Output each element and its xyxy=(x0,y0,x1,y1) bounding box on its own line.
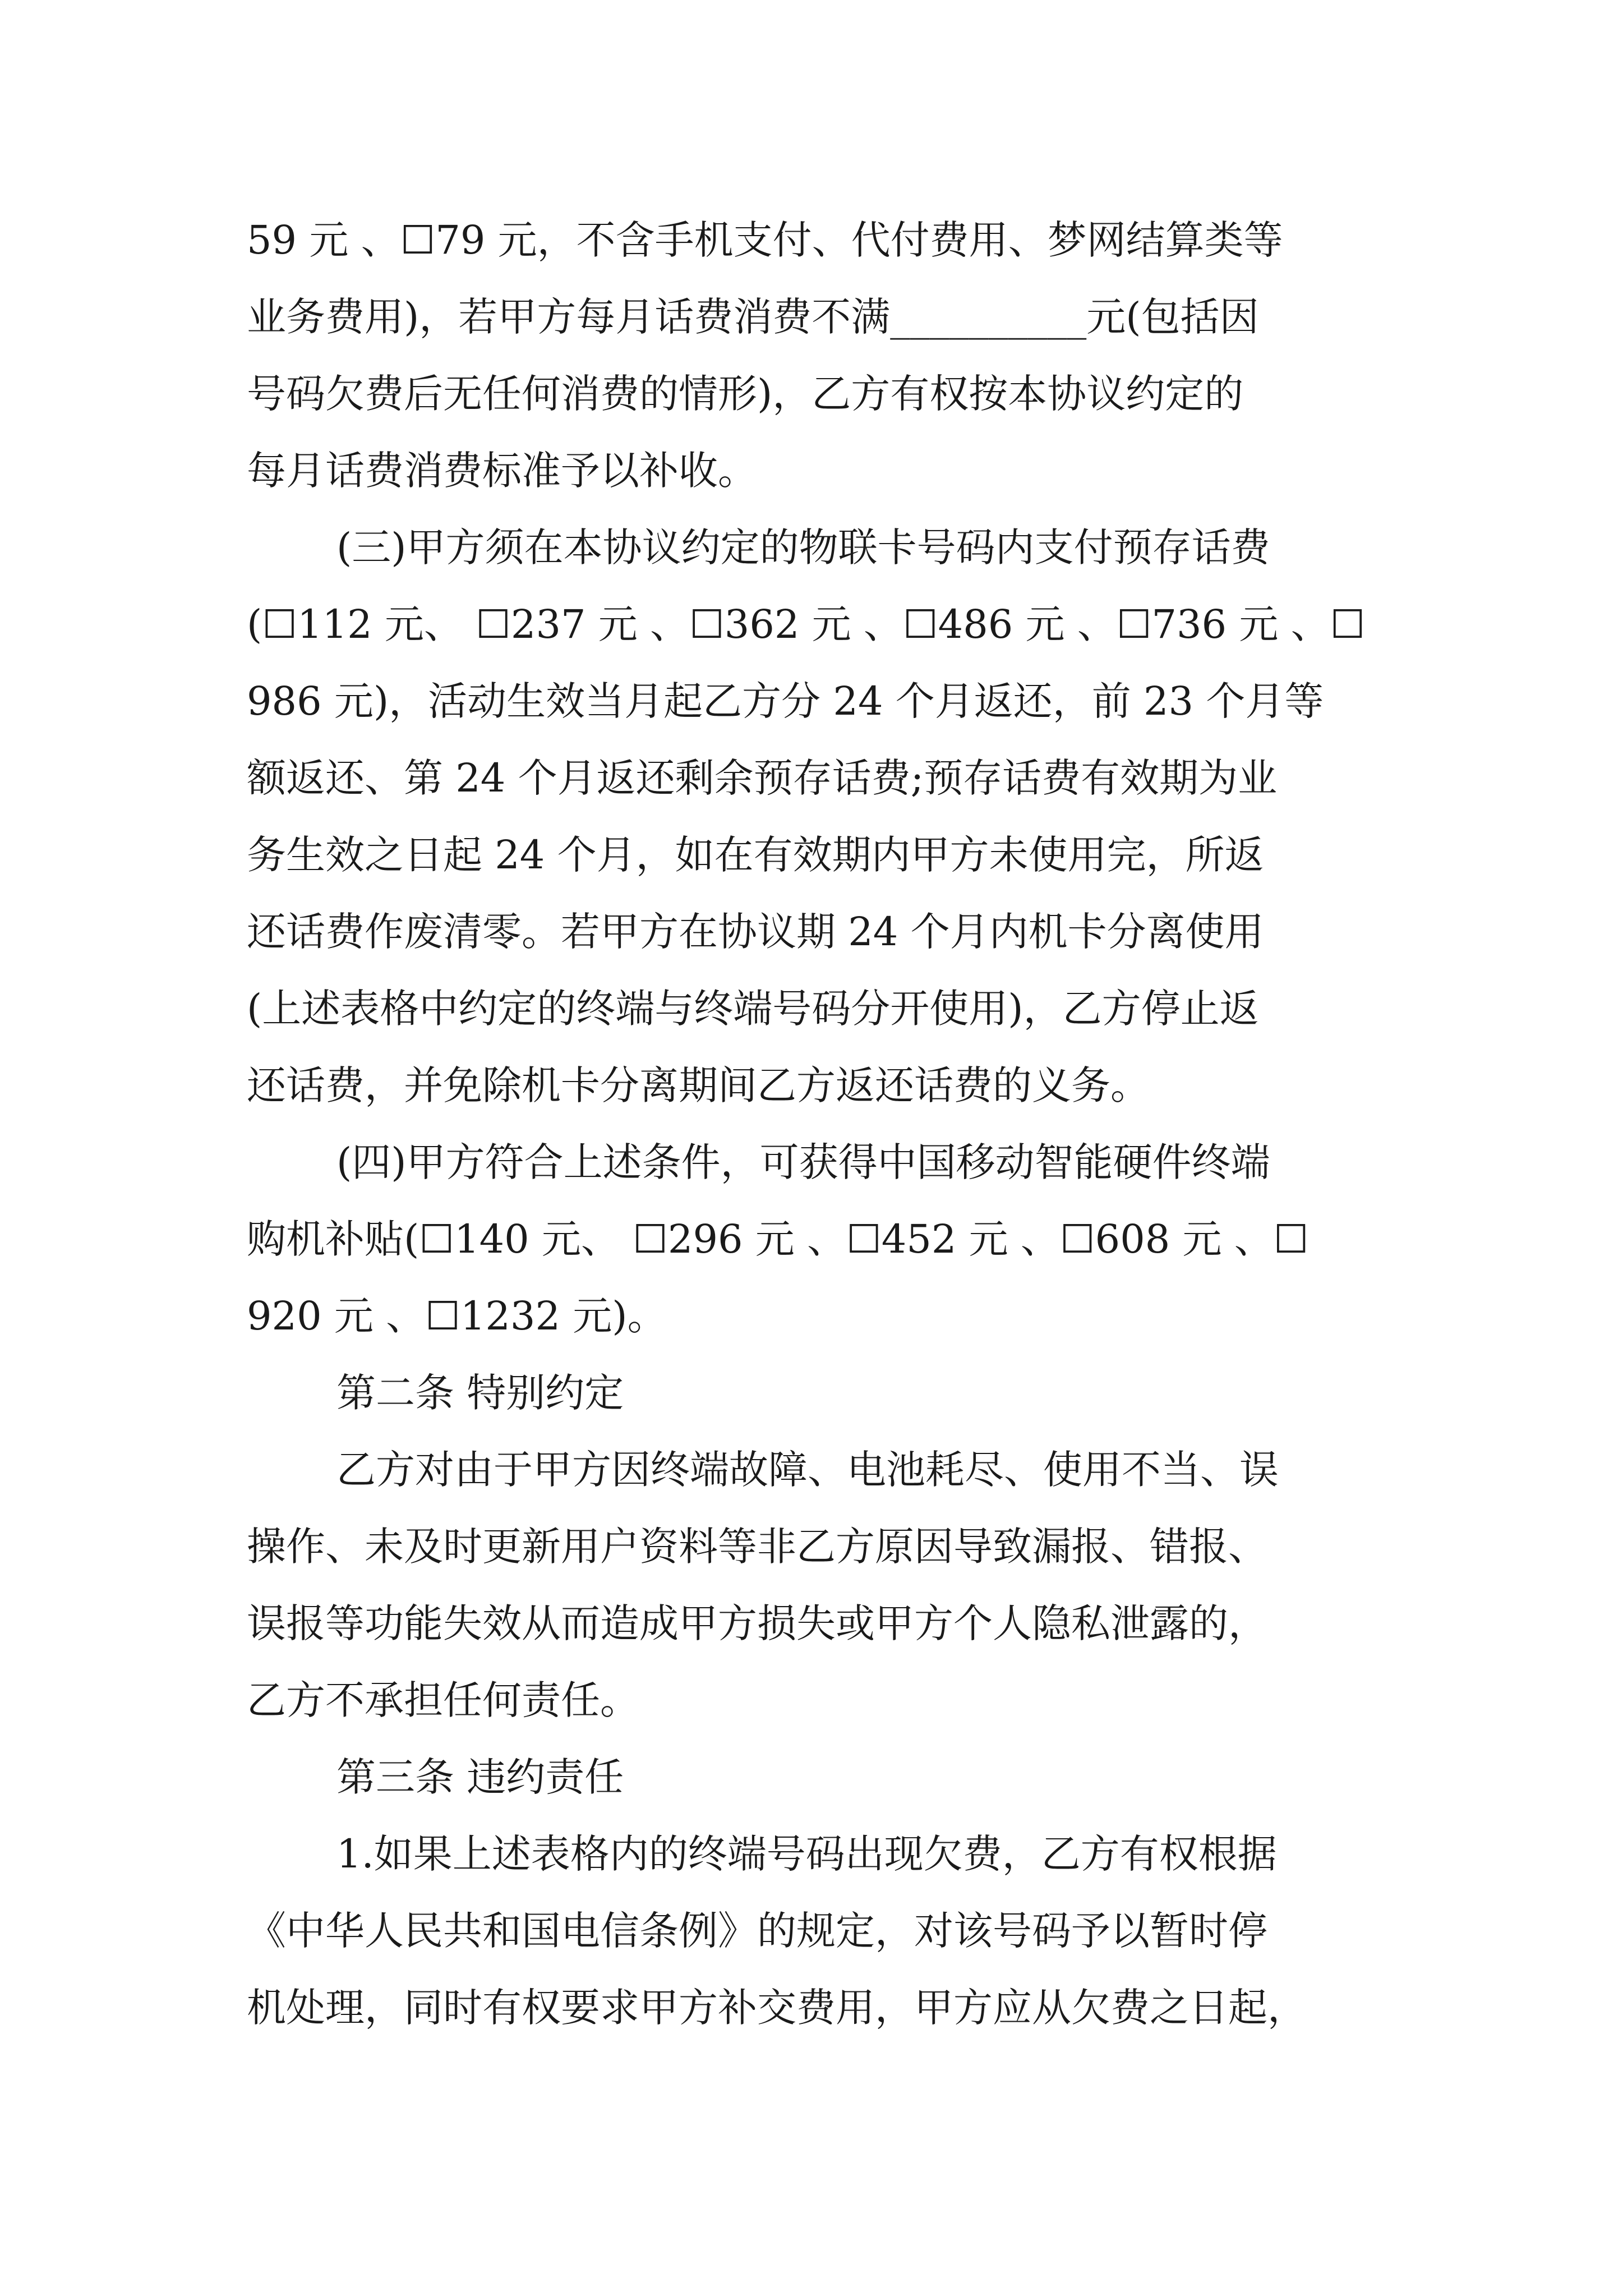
text-line: 《中华人民共和国电信条例》的规定，对该号码予以暂时停 xyxy=(247,1908,1267,1954)
text-line: 920 元 、☐1232 元)。 xyxy=(247,1293,667,1339)
paragraph-prepaid-fee xyxy=(247,509,1433,1124)
text-line: (三)甲方须在本协议约定的物联卡号码内支付预存话费 xyxy=(336,524,1270,570)
text-line: 还话费，并免除机卡分离期间乙方返还话费的义务。 xyxy=(247,1062,1150,1108)
text-line: 业务费用)，若甲方每月话费消费不满__________元(包括因 xyxy=(247,294,1259,340)
text-line: 每月话费消费标准予以补收。 xyxy=(247,448,757,494)
text-line: 986 元)，活动生效当月起乙方分 24 个月返还，前 23 个月等 xyxy=(247,678,1324,724)
text-line: (☐112 元、 ☐237 元 、☐362 元 、☐486 元 、☐736 元 、☐ xyxy=(247,601,1366,647)
text-line: (上述表格中约定的终端与终端号码分开使用)，乙方停止返 xyxy=(247,986,1259,1032)
text-line: 乙方不承担任何责任。 xyxy=(247,1677,639,1723)
article-special-provisions xyxy=(247,1355,1433,1739)
document-page xyxy=(247,202,1433,2046)
text-line: 乙方对由于甲方因终端故障、电池耗尽、使用不当、误 xyxy=(336,1447,1279,1493)
article-heading: 第二条 特别约定 xyxy=(336,1370,624,1416)
text-line: 还话费作废清零。若甲方在协议期 24 个月内机卡分离使用 xyxy=(247,909,1264,955)
text-line: 机处理，同时有权要求甲方补交费用，甲方应从欠费之日起， xyxy=(247,1985,1307,2031)
text-line: 额返还、第 24 个月返还剩余预存话费;预存话费有效期为业 xyxy=(247,755,1278,801)
text-line: 操作、未及时更新用户资料等非乙方原因导致漏报、错报、 xyxy=(247,1524,1267,1570)
paragraph-fee-terms xyxy=(247,202,1433,509)
text-line: 1.如果上述表格内的终端号码出现欠费，乙方有权根据 xyxy=(336,1831,1277,1877)
text-line: 59 元 、☐79 元，不含手机支付、代付费用、梦网结算类等 xyxy=(247,217,1283,263)
text-line: 号码欠费后无任何消费的情形)，乙方有权按本协议约定的 xyxy=(247,371,1244,417)
article-breach-liability xyxy=(247,1739,1433,2046)
paragraph-subsidy xyxy=(247,1124,1433,1355)
article-heading: 第三条 违约责任 xyxy=(336,1754,624,1800)
text-line: (四)甲方符合上述条件，可获得中国移动智能硬件终端 xyxy=(336,1139,1270,1185)
text-line: 误报等功能失效从而造成甲方损失或甲方个人隐私泄露的， xyxy=(247,1600,1267,1646)
text-line: 务生效之日起 24 个月，如在有效期内甲方未使用完，所返 xyxy=(247,832,1264,878)
text-line: 购机补贴(☐140 元、 ☐296 元 、☐452 元 、☐608 元 、☐ xyxy=(247,1216,1309,1262)
